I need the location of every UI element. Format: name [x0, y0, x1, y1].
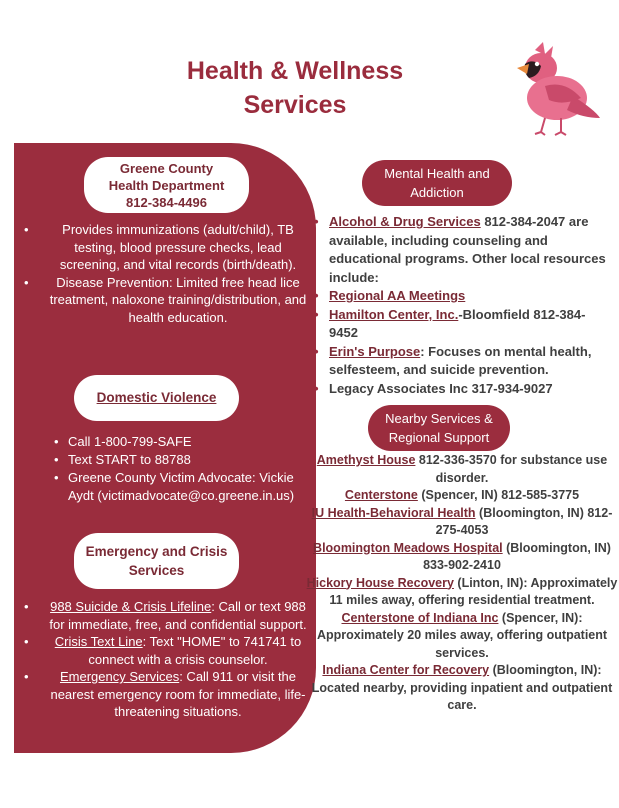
list-item: • Erin's Purpose: Focuses on mental health, selfesteem, and suicide prevention. [314, 343, 592, 377]
greene-phone: 812-384-4496 [126, 195, 207, 210]
crisis-text-link[interactable]: Crisis Text Line [54, 634, 143, 649]
list-item: Indiana Center for Recovery (Bloomington, IN): Located nearby, providing inpatient and outpatient care. [311, 663, 613, 712]
list-item: Centerstone of Indiana Inc (Spencer, IN): Approximately 20 miles away, offering outpatient services. [316, 610, 608, 660]
greene-line-1: Greene County [119, 161, 214, 176]
bloomington-meadows-link[interactable]: Bloomington Meadows Hospital [313, 540, 503, 555]
aa-meetings-link[interactable]: Regional AA Meetings [329, 288, 466, 303]
alcohol-drug-link[interactable]: Alcohol & Drug Services [329, 214, 481, 229]
cardinal-bird-icon [495, 40, 605, 140]
emergency-services-link[interactable]: Emergency Services [59, 669, 180, 684]
greene-line-2: Health Department [108, 178, 225, 193]
left-services-panel [14, 143, 316, 753]
list-item: • Text START to 88788 [54, 452, 191, 467]
emergency-services-list [22, 598, 312, 721]
erins-purpose-link[interactable]: Erin's Purpose [329, 343, 421, 359]
list-item: Centerstone (Spencer, IN) 812-585-3775 [344, 488, 580, 502]
list-item: • Greene County Victim Advocate: Vickie Aydt (victimadvocate@co.greene.in.us) [54, 470, 295, 503]
hickory-house-link[interactable]: Hickory House Recovery [306, 575, 454, 590]
list-item: • Call 1-800-799-SAFE [54, 434, 192, 449]
domestic-violence-list [54, 433, 309, 505]
nearby-services-heading: Nearby Services & Regional Support [368, 405, 510, 451]
greene-county-health-heading [84, 157, 249, 213]
mental-health-list [314, 213, 614, 398]
amethyst-house-link[interactable]: Amethyst House [316, 453, 416, 467]
list-item: • 988 Suicide & Crisis Lifeline: Call or text 988 for immediate, free, and confidential support. [24, 599, 307, 632]
page-title [150, 54, 440, 122]
list-item: IU Health-Behavioral Health (Bloomington, IN) 812-275-4053 [311, 505, 613, 537]
list-item: • Emergency Services: Call 911 or visit the nearest emergency room for immediate, life-threatening situations. [24, 669, 306, 719]
indiana-center-recovery-link[interactable]: Indiana Center for Recovery [322, 663, 490, 677]
iu-health-link[interactable]: IU Health-Behavioral Health [311, 505, 476, 520]
list-item: Hickory House Recovery (Linton, IN): Approximately 11 miles away, offering residential treatment. [306, 575, 618, 607]
list-item: • Crisis Text Line: Text "HOME" to 741741 to connect with a crisis counselor. [24, 634, 302, 667]
list-item: • Hamilton Center, Inc.-Bloomfield 812-384-9452 [314, 306, 586, 340]
list-item: • Legacy Associates Inc 317-934-9027 [314, 380, 553, 396]
list-item: • Provides immunizations (adult/child), TB testing, blood pressure checks, lead screening, and vital records (birth/death). [24, 222, 297, 272]
hamilton-center-link[interactable]: Hamilton Center, Inc. [329, 306, 459, 322]
list-item: Amethyst House 812-336-3570 for substance use disorder. [316, 453, 608, 485]
lifeline-link[interactable]: 988 Suicide & Crisis Lifeline [50, 599, 212, 614]
list-item: • Alcohol & Drug Services 812-384-2047 are available, including counseling and educational programs. Other local resources include: [314, 214, 606, 285]
emergency-crisis-heading: Emergency and Crisis Services [74, 533, 239, 589]
title-line-2: Services [243, 91, 347, 119]
list-item: • Disease Prevention: Limited free head lice treatment, naloxone training/distribution, and health education. [24, 274, 307, 325]
list-item: • Regional AA Meetings [314, 288, 466, 303]
title-line-1: Health & Wellness [186, 57, 404, 85]
centerstone-indiana-link[interactable]: Centerstone of Indiana Inc [341, 610, 499, 625]
list-item: Bloomington Meadows Hospital (Bloomington, IN) 833-902-2410 [313, 540, 611, 572]
centerstone-link[interactable]: Centerstone [344, 488, 418, 502]
domestic-violence-heading[interactable]: Domestic Violence [74, 375, 239, 421]
greene-services-list [22, 221, 312, 326]
nearby-services-list [305, 452, 619, 715]
mental-health-heading: Mental Health and Addiction [362, 160, 512, 206]
